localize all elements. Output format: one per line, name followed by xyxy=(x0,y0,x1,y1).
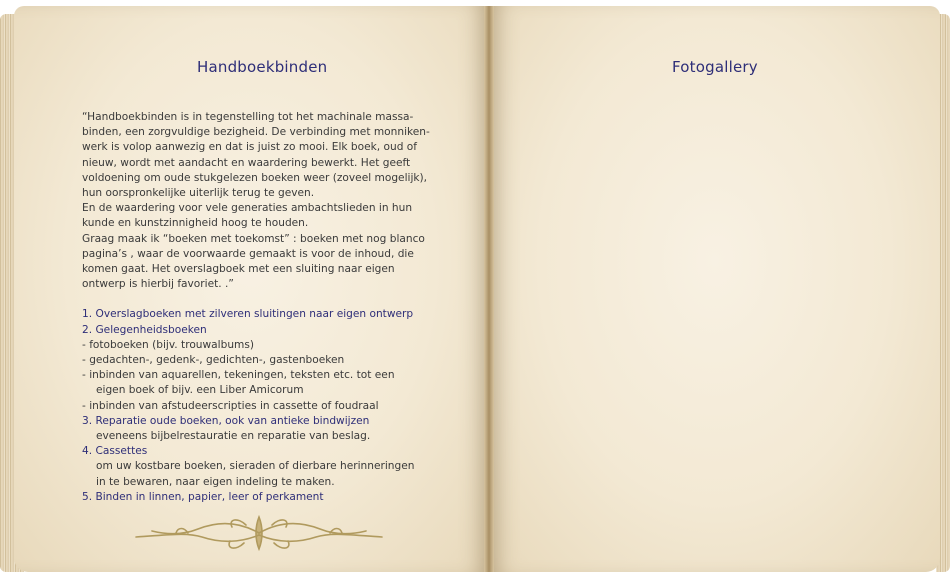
list-item: 1. Overslagboeken met zilveren sluitingen naar eigen ontwerp xyxy=(82,308,414,321)
list-item: - inbinden van aquarellen, tekeningen, teksten etc. tot een xyxy=(82,369,395,382)
page-title-handboekbinden[interactable]: Handboekbinden xyxy=(197,58,328,76)
list-item: in te bewaren, naar eigen indeling te maken. xyxy=(96,475,335,488)
list-item: 2. Gelegenheidsboeken xyxy=(82,323,207,336)
intro-quote: “Handboekbinden is in tegenstelling tot het machinale massa- binden, een zorgvuldige bezigheid. De verbinding met monniken- werk is volop aanwezig en dat is juist zo mooi. Elk boek, oud of nieuw, wordt met aandacht en waardering bewerkt. Het geeft voldoening om oude stukgelezen boeken weer (zoveel mogelijk), hun oorspronkelijke uiterlijk terug te geven. En de waardering voor vele generaties ambachtslieden in hun kunde en kunstzinnigheid hoog te houden. Graag maak ik “boeken met toekomst” : boeken met nog blanco pagina’s , waar de voorwaarde gemaakt is voor de inhoud, die komen gaat. Het overslagboek met een sluiting naar eigen ontwerp is hierbij favoriet. .” xyxy=(82,111,430,291)
list-item: 3. Reparatie oude boeken, ook van antieke bindwijzen xyxy=(82,414,370,427)
page-title-fotogallery[interactable]: Fotogallery xyxy=(672,58,758,76)
services-list xyxy=(82,307,472,505)
scroll-ornament-icon xyxy=(128,513,390,553)
list-item: eveneens bijbelrestauratie en reparatie van beslag. xyxy=(96,430,371,443)
list-item: - gedachten-, gedenk-, gedichten-, gastenboeken xyxy=(82,354,345,367)
list-item: 5. Binden in linnen, papier, leer of perkament xyxy=(82,490,324,503)
book-spine xyxy=(484,6,494,572)
left-page-content xyxy=(82,110,472,505)
list-item: - inbinden van afstudeerscripties in cassette of foudraal xyxy=(82,399,379,412)
list-item: 4. Cassettes xyxy=(82,445,148,458)
list-item: om uw kostbare boeken, sieraden of dierbare herinneringen xyxy=(96,460,415,473)
list-item: - fotoboeken (bijv. trouwalbums) xyxy=(82,338,255,351)
list-item: eigen boek of bijv. een Liber Amicorum xyxy=(96,384,304,397)
right-page xyxy=(490,6,940,572)
